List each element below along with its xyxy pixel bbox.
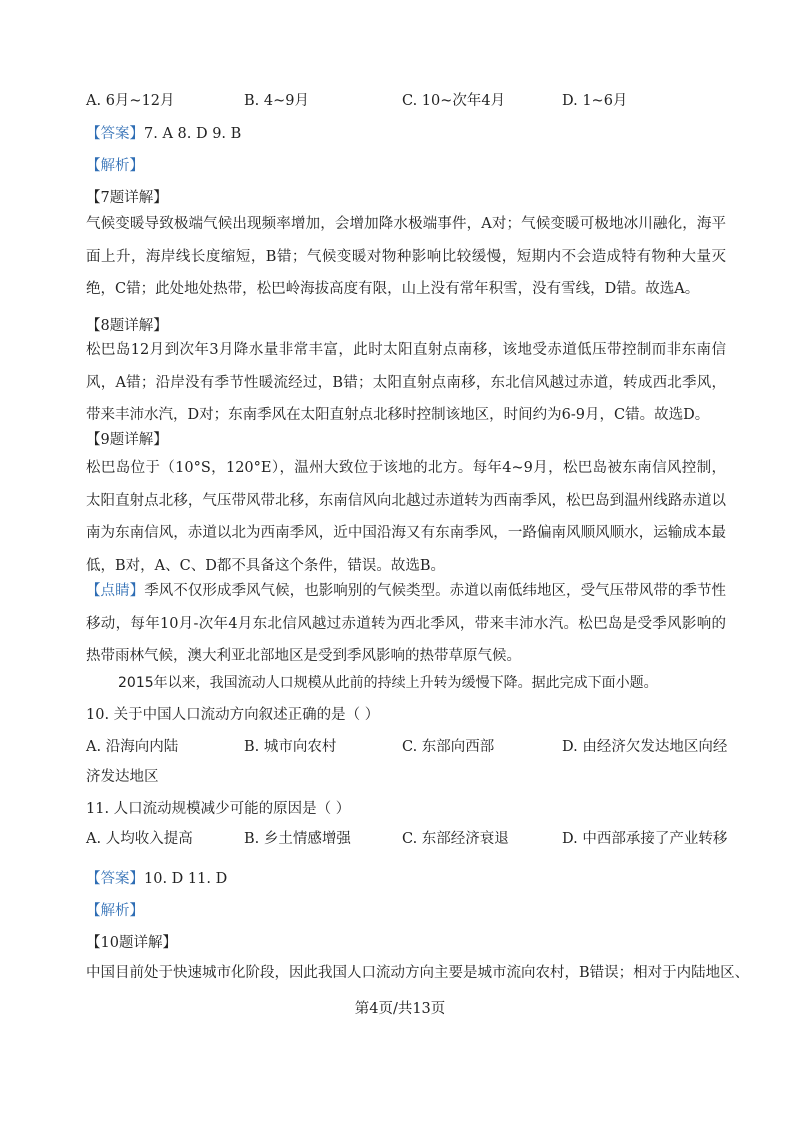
answer-tag: 【答案】 — [86, 126, 144, 142]
q10-options — [86, 737, 726, 757]
q10-detail-body: 中国目前处于快速城市化阶段，因此我国人口流动方向主要是城市流向农村，B错误；相对于内陆地区、 — [86, 965, 750, 981]
q11-stem: 11. 人口流动规模减少可能的原因是（ ） — [86, 801, 351, 817]
analysis2-tag: 【解析】 — [86, 903, 144, 919]
q10-option-d-wrap: 济发达地区 — [86, 769, 159, 785]
q9-option-c: C. 10~次年4月 — [402, 93, 506, 109]
q7-detail: 气候变暖导致极端气候出现频率增加，会增加降水极端事件，A对；气候变暖可极地冰川融化，海平面上升，海岸线长度缩短，B错；气候变暖对物种影响比较缓慢，短期内不会造成特有物种大量灭绝，C错；此处地处热带，松巴岭海拔高度有限，山上没有常年积雪，没有雪线，D错。故选A。 — [86, 216, 726, 297]
tip-paragraph — [86, 575, 726, 673]
q7-heading: 【7题详解】 — [86, 190, 168, 206]
q11-options — [86, 829, 726, 849]
q11-option-b: B. 乡土情感增强 — [244, 831, 351, 847]
analysis-tag: 【解析】 — [86, 158, 144, 174]
q10-detail-heading: 【10题详解】 — [86, 935, 177, 951]
answer2-text: 10. D 11. D — [144, 871, 228, 887]
tip-tag: 【点睛】 — [86, 583, 145, 599]
q9-option-a: A. 6月~12月 — [86, 93, 175, 109]
q10-option-a: A. 沿海向内陆 — [86, 739, 179, 755]
answer-text: 7. A 8. D 9. B — [144, 126, 242, 142]
q8-detail: 松巴岛12月到次年3月降水量非常丰富，此时太阳直射点南移，该地受赤道低压带控制而非东南信风，A错；沿岸没有季节性暖流经过，B错；太阳直射点南移，东北信风越过赤道，转成西北季风，带来丰沛水汽，D对；东南季风在太阳直射点北移时控制该地区，时间约为6-9月，C错。故选D。 — [86, 342, 726, 423]
q9-heading: 【9题详解】 — [86, 432, 168, 448]
q10-stem: 10. 关于中国人口流动方向叙述正确的是（ ） — [86, 707, 380, 723]
q10-option-c: C. 东部向西部 — [402, 739, 495, 755]
q11-option-d: D. 中西部承接了产业转移 — [562, 831, 728, 847]
q9-option-d: D. 1~6月 — [562, 93, 628, 109]
q10-option-d: D. 由经济欠发达地区向经 — [562, 739, 728, 755]
q11-option-c: C. 东部经济衰退 — [402, 831, 509, 847]
page-footer: 第4页/共13页 — [354, 1001, 446, 1017]
answer-line-2 — [86, 869, 227, 889]
q10-option-b: B. 城市向农村 — [244, 739, 337, 755]
q9-option-b: B. 4~9月 — [244, 93, 309, 109]
answer2-tag: 【答案】 — [86, 871, 144, 887]
q8-heading: 【8题详解】 — [86, 318, 168, 334]
q11-option-a: A. 人均收入提高 — [86, 831, 193, 847]
q9-detail: 松巴岛位于（10°S，120°E），温州大致位于该地的北方。每年4~9月，松巴岛被东南信风控制，太阳直射点北移，气压带风带北移，东南信风向北越过赤道转为西南季风，松巴岛到温州线路赤道以南为东南信风，赤道以北为西南季风，近中国沿海又有东南季风，一路偏南风顺风顺水，运输成本最低，B对，A、C、D都不具备这个条件，错误。故选B。 — [86, 460, 726, 574]
passage-intro: 2015年以来，我国流动人口规模从此前的持续上升转为缓慢下降。据此完成下面小题。 — [118, 675, 658, 691]
tip-body: 季风不仅形成季风气候，也影响别的气候类型。赤道以南低纬地区，受气压带风带的季节性移动，每年10月-次年4月东北信风越过赤道转为西北季风，带来丰沛水汽。松巴岛是受季风影响的热带雨林气候，澳大利亚北部地区是受到季风影响的热带草原气候。 — [86, 583, 726, 664]
q9-options — [86, 91, 726, 111]
answer-line-1 — [86, 124, 241, 144]
